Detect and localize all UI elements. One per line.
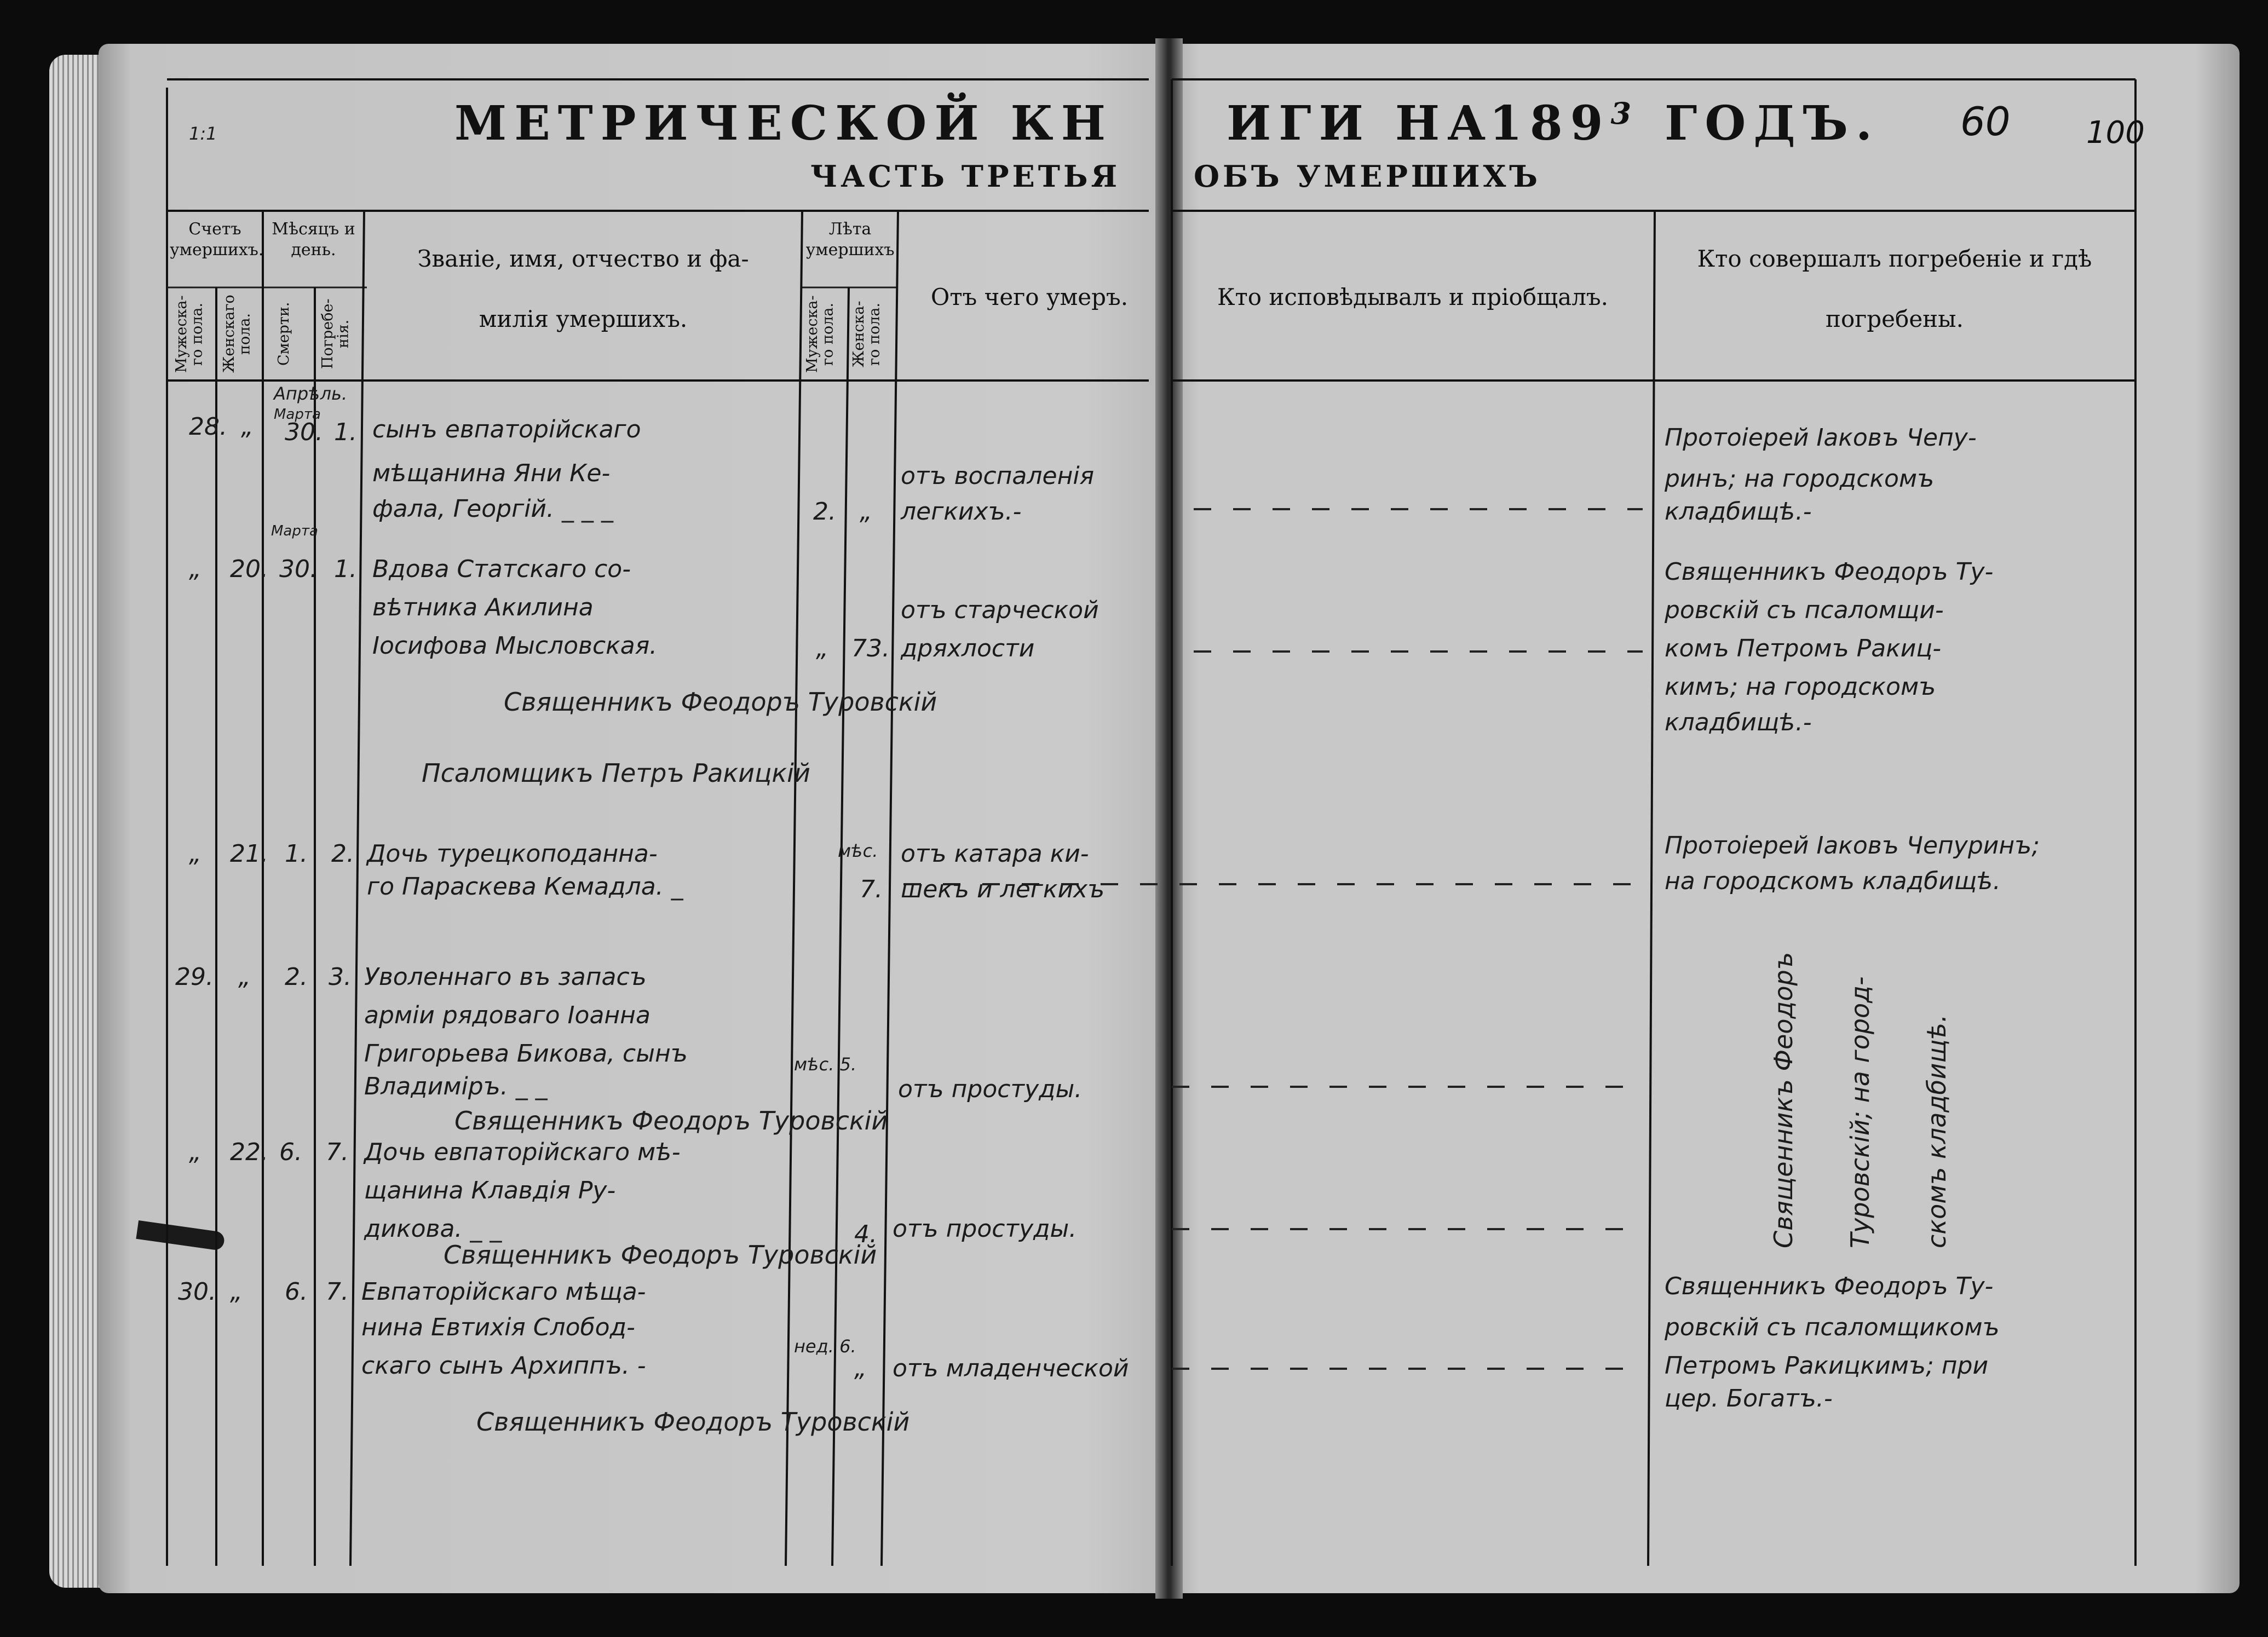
col-header-count: Счетъ умершихъ.	[170, 220, 264, 260]
entry-2-cause-2: дряхлости	[901, 635, 1035, 662]
entry-1-age-female: „	[860, 498, 872, 526]
entry-2-male-no: „	[189, 555, 202, 583]
entry-6-burial-by-3: Петромъ Ракицкимъ; при	[1665, 1352, 1989, 1380]
entry-6-female-no: „	[230, 1278, 243, 1306]
col-header-burial-1: Кто совершалъ погребеніе и гдѣ	[1697, 245, 2092, 272]
entry-3-name-2: го Параскева Кемадла. _	[367, 873, 683, 901]
col-header-confessor: Кто исповѣдывалъ и пріобщалъ.	[1217, 284, 1608, 310]
title-year	[1489, 96, 1639, 151]
col-div-6	[832, 287, 849, 1566]
col-div-9	[1648, 211, 1655, 1566]
signature-2: Псаломщикъ Петръ Ракицкій	[422, 758, 810, 788]
signature-1: Священникъ Феодоръ Туровскій	[504, 687, 937, 717]
entry-5-burial: 7.	[326, 1138, 349, 1166]
col-div-5	[786, 211, 802, 1566]
entry-1-male-no: 28.	[189, 413, 227, 441]
entry-3-burial-by-2: на городскомъ кладбищѣ.	[1665, 867, 2001, 895]
col-header-age: Лѣта умершихъ	[805, 220, 895, 260]
entry-6-name-1: Евпаторійскаго мѣща-	[361, 1278, 646, 1306]
entry-4-male-no: 29.	[175, 963, 214, 991]
page-number-main: 60	[1960, 99, 2011, 145]
year-handwritten: 3	[1610, 96, 1639, 131]
entry-5-name-3: дикова. _ _	[364, 1215, 502, 1243]
entry-3-burial: 2.	[331, 840, 354, 868]
entry-1-burial-by-2: ринъ; на городскомъ	[1665, 465, 1935, 493]
entry-5-age-female: 4.	[854, 1220, 877, 1248]
entry-1-cause-2: легкихъ.-	[901, 498, 1022, 526]
vertical-note-3: скомъ кладбищѣ.	[1922, 1014, 1952, 1248]
title-left: МЕТРИЧЕСКОЙ КН	[454, 96, 1114, 151]
entry-2-burial-by-5: кладбищѣ.-	[1665, 708, 1812, 736]
entry-1-age-male: 2.	[813, 498, 836, 526]
col-header-month: Мѣсяцъ и день.	[272, 220, 355, 260]
entry-2-burial-by-1: Священникъ Феодоръ Ту-	[1665, 558, 1994, 586]
entry-2-burial-by-3: комъ Петромъ Ракиц-	[1665, 635, 1942, 662]
entry-3-death: 1.	[285, 840, 308, 868]
entry-1-name-3: фала, Георгій. _ _ _	[372, 495, 613, 523]
entry-2-age-male: „	[816, 635, 828, 662]
col-header-count-female: Женскаго пола.	[221, 295, 254, 373]
entry-4-age-male: мѣс. 5.	[794, 1054, 857, 1075]
entry-1-name-2: мѣщанина Яни Ке-	[372, 459, 611, 487]
subtitle-right: ОБЪ УМЕРШИХЪ	[1194, 159, 1541, 194]
vertical-note-2: Туровскій; на город-	[1845, 976, 1875, 1248]
entry-6-cause-1: отъ младенческой	[893, 1354, 1129, 1382]
entry-6-burial: 7.	[326, 1278, 349, 1306]
entry-5-death: 6.	[279, 1138, 302, 1166]
page-number-alt: 100	[2086, 115, 2145, 151]
entry-4-name-1: Уволеннаго въ запасъ	[364, 963, 647, 991]
entry-3-burial-by-1: Протоіерей Іаковъ Чепуринъ;	[1665, 832, 2040, 860]
entry-1-female-no: „	[241, 413, 254, 441]
entry-3-cause-1: отъ катара ки-	[901, 840, 1089, 868]
col-header-age-female: Женска-го пола.	[850, 301, 883, 367]
entry-3-cause-2: шекъ и легкихъ	[901, 875, 1105, 903]
entry-1-cause-1: отъ воспаленія	[901, 462, 1095, 490]
entry-1-name-1: сынъ евпаторійскаго	[372, 416, 641, 443]
entry-4-burial: 3.	[329, 963, 352, 991]
signature-5: Священникъ Феодоръ Туровскій	[476, 1407, 910, 1437]
entry-3-male-no: „	[189, 840, 202, 868]
entry-1-burial-by-3: кладбищѣ.-	[1665, 498, 1812, 526]
entry-2-death: 30.	[279, 555, 318, 583]
year-printed: 189	[1489, 96, 1611, 151]
entry-1-burial: 1.	[334, 418, 357, 446]
col-header-name-2: милія умершихъ.	[479, 306, 688, 332]
entry-4-name-3: Григорьева Бикова, сынъ	[364, 1040, 688, 1068]
entry-2-burial: 1.	[334, 555, 357, 583]
entry-3-name-1: Дочь турецкоподанна-	[367, 840, 658, 868]
entry-6-burial-by-2: ровскій съ псаломщикомъ	[1665, 1313, 2000, 1341]
entry-5-name-1: Дочь евпаторійскаго мѣ-	[364, 1138, 681, 1166]
col-header-count-male: Мужеска-го пола.	[173, 295, 206, 373]
entry-2-name-3: Іосифова Мысловская.	[372, 632, 658, 660]
entry-2-female-no: 20.	[230, 555, 268, 583]
entry-6-male-no: 30.	[178, 1278, 216, 1306]
entry-2-burial-by-2: ровскій съ псаломщи-	[1665, 596, 1944, 624]
col-header-name-1: Званіе, имя, отчество и фа-	[417, 245, 749, 272]
entry-6-age-female: „	[854, 1354, 867, 1382]
entry-5-name-2: щанина Клавдія Ру-	[364, 1177, 616, 1204]
entry-2-cause-1: отъ старческой	[901, 596, 1099, 624]
entry-6-age-male: нед. 6.	[794, 1336, 856, 1357]
entry-4-female-no: „	[238, 963, 251, 991]
entry-6-burial-by-4: цер. Богатъ.-	[1665, 1385, 1833, 1413]
entry-1-burial-by-1: Протоіерей Іаковъ Чепу-	[1665, 424, 1977, 452]
entry-2-age-female: 73.	[851, 635, 890, 662]
entry-1-death: 30.	[285, 418, 323, 446]
signature-4: Священникъ Феодоръ Туровскій	[444, 1240, 877, 1270]
month-note-march-2: Марта	[271, 523, 318, 539]
entry-6-name-2: нина Евтихія Слобод-	[361, 1313, 635, 1341]
col-header-burial-2: погребены.	[1826, 306, 1964, 332]
entry-4-name-4: Владиміръ. _ _	[364, 1073, 548, 1100]
entry-6-burial-by-1: Священникъ Феодоръ Ту-	[1665, 1272, 1994, 1300]
entry-3-age-male: мѣс.	[838, 840, 878, 861]
subtitle-left: ЧАСТЬ ТРЕТЬЯ	[810, 159, 1121, 194]
col-header-cause: Отъ чего умеръ.	[930, 284, 1129, 310]
entry-4-cause-1: отъ простуды.	[898, 1075, 1083, 1103]
entry-3-age-female: 7.	[860, 875, 883, 903]
month-note-april: Апрѣль.	[274, 383, 348, 404]
entry-6-death: 6.	[285, 1278, 308, 1306]
entry-4-name-2: арміи рядоваго Іоанна	[364, 1001, 651, 1029]
title-right: ИГИ НА	[1227, 96, 1494, 151]
margin-mark: 1:1	[189, 123, 217, 144]
month-note-march-1: Марта	[274, 406, 321, 423]
signature-3: Священникъ Феодоръ Туровскій	[454, 1106, 888, 1135]
col-header-month-death: Смерти.	[275, 302, 292, 366]
entry-3-female-no: 21.	[230, 840, 268, 868]
entry-4-death: 2.	[285, 963, 308, 991]
col-header-month-burial: Погребе-нія.	[319, 298, 352, 370]
entry-2-name-2: вѣтника Акилина	[372, 593, 594, 621]
title-suffix: ГОДЪ.	[1665, 96, 1880, 151]
entry-5-cause-1: отъ простуды.	[893, 1215, 1077, 1243]
entry-6-name-3: скаго сынъ Архиппъ. -	[361, 1352, 646, 1380]
entry-2-name-1: Вдова Статскаго со-	[372, 555, 631, 583]
vertical-note-1: Священникъ Феодоръ	[1769, 952, 1798, 1248]
entry-2-burial-by-4: кимъ; на городскомъ	[1665, 673, 1936, 701]
entry-5-male-no: „	[189, 1138, 202, 1166]
col-header-age-male: Мужеска-го пола.	[804, 295, 837, 373]
entry-5-female-no: 22.	[230, 1138, 268, 1166]
